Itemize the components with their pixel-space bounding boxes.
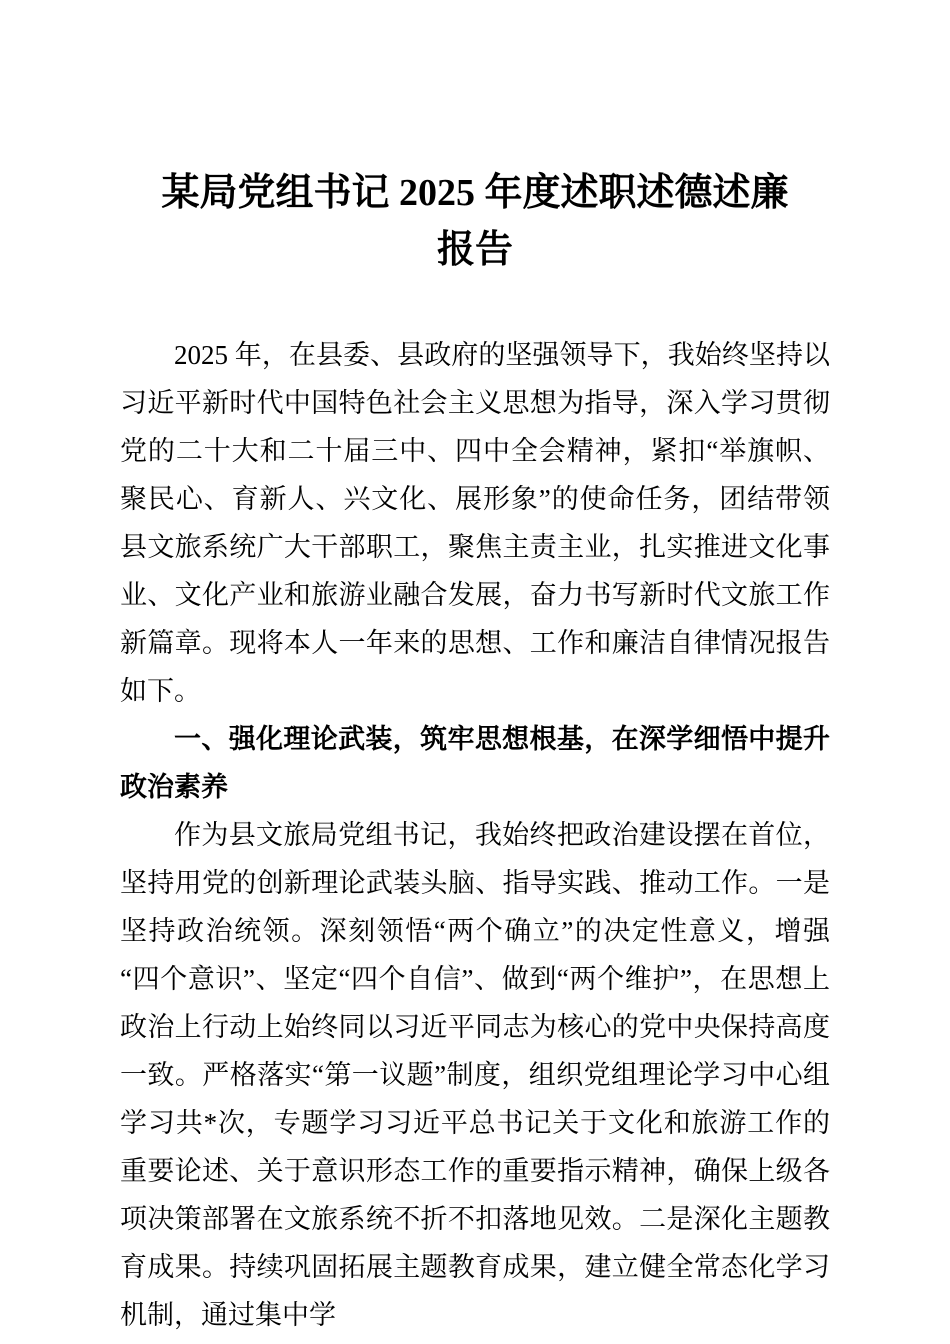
doc-title — [120, 165, 830, 279]
doc-body — [120, 331, 830, 1339]
doc-title-line-2: 报告 — [436, 229, 513, 271]
section-1-heading: 一、强化理论武装，筑牢思想根基，在深学细悟中提升政治素养 — [120, 724, 830, 802]
doc-title-line-1: 某局党组书记 2025 年度述职述德述廉 — [161, 172, 789, 214]
intro-paragraph: 2025 年，在县委、县政府的坚强领导下，我始终坚持以习近平新时代中国特色社会主义思想为指导，深入学习贯彻党的二十大和二十届三中、四中全会精神，紧扣“举旗帜、聚民心、育新人、兴文化、展形象”的使命任务，团结带领县文旅系统广大干部职工，聚焦主责主业，扎实推进文化事业、文化产业和旅游业融合发展，奋力书写新时代文旅工作新篇章。现将本人一年来的思想、工作和廉洁自律情况报告如下。 — [120, 340, 830, 706]
section-1-paragraph: 作为县文旅局党组书记，我始终把政治建设摆在首位，坚持用党的创新理论武装头脑、指导实践、推动工作。一是坚持政治统领。深刻领悟“两个确立”的决定性意义，增强“四个意识”、坚定“四个自信”、做到“两个维护”，在思想上政治上行动上始终同以习近平同志为核心的党中央保持高度一致。严格落实“第一议题”制度，组织党组理论学习中心组学习共*次，专题学习习近平总书记关于文化和旅游工作的重要论述、关于意识形态工作的重要指示精神，确保上级各项决策部署在文旅系统不折不扣落地见效。二是深化主题教育成果。持续巩固拓展主题教育成果，建立健全常态化学习机制，通过集中学 — [120, 820, 830, 1330]
